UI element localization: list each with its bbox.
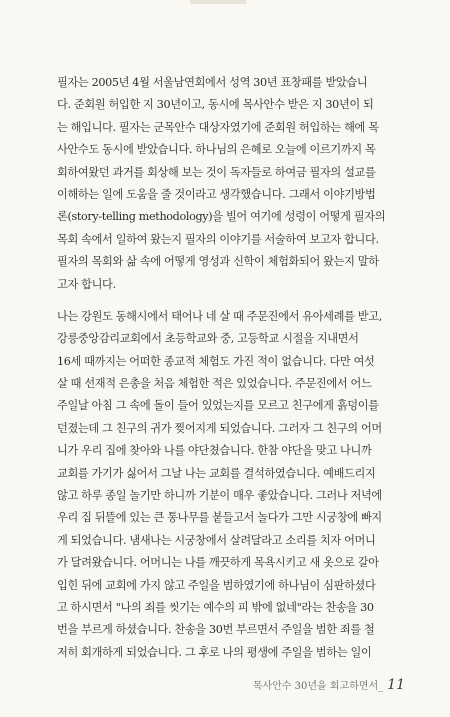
text-line: 목회 속에서 일하여 왔는지 필자의 이야기를 서술하여 보고자 합니다. bbox=[57, 232, 379, 246]
text-line: 다. 준회원 허입한 지 30년이고, 동시에 목사안수 받은 지 30년이 되 bbox=[57, 98, 374, 112]
text-line: 16세 때까지는 어떠한 종교적 체험도 가진 적이 없습니다. 다만 여섯 bbox=[57, 354, 375, 368]
text-line: 나는 강원도 동해시에서 태어나 네 살 때 주문진에서 유아세례를 받고, bbox=[57, 309, 382, 323]
text-line: 고자 합니다. bbox=[57, 277, 116, 291]
text-line: 입힌 뒤에 교회에 가지 않고 주일을 범하였기에 하나님이 심판하셨다 bbox=[57, 578, 376, 592]
text-line: 우리 집 뒤뜰에 있는 큰 통나무를 붙들고서 놀다가 그만 시궁창에 빠지 bbox=[57, 511, 382, 525]
text-line: 필자는 2005년 4월 서울남연회에서 성역 30년 표창패를 받았습니 bbox=[57, 76, 368, 89]
text-line: 저히 회개하게 되었습니다. 그 후로 나의 평생에 주일을 범하는 일이 bbox=[57, 645, 372, 659]
text-line: 게 되었습니다. 냄새나는 시궁창에서 살려달라고 소리를 치자 어머니 bbox=[57, 533, 376, 547]
text-line: 강릉중앙감리교회에서 초등학교와 중, 고등학교 시절을 지내면서 bbox=[57, 332, 359, 346]
text-line: 주일날 아침 그 속에 돌이 들어 있었는지를 모르고 친구에게 흙덩이를 bbox=[57, 399, 379, 413]
text-line: 이해하는 일에 도움을 줄 것이라고 생각했습니다. 그래서 이야기방법 bbox=[57, 187, 376, 201]
running-head: 목사안수 30년을 회고하면서_ bbox=[252, 681, 384, 692]
text-line: 회하여왔던 과거를 회상해 보는 것이 독자들로 하여금 필자의 설교를 bbox=[57, 165, 376, 179]
text-line: 니가 우리 집에 찾아와 나를 야단쳤습니다. 한참 야단을 맞고 나니까 bbox=[57, 444, 372, 458]
text-line: 가 달려왔습니다. 어머니는 나를 깨끗하게 목욕시키고 새 옷으로 갈아 bbox=[57, 556, 379, 570]
text-line: 론(story-telling methodology)을 빌어 여기에 성령이 어떻게 필자의 bbox=[57, 210, 386, 224]
text-line: 살 때 선재적 은총을 처음 체험한 적은 있었습니다. 주문진에서 어느 bbox=[57, 377, 372, 391]
text-line: 번을 부르게 하셨습니다. 찬송을 30번 부르면서 주일을 범한 죄를 철 bbox=[57, 623, 375, 637]
page-number: 11 bbox=[387, 677, 405, 693]
text-line: 던졌는데 그 친구의 귀가 찢어지게 되었습니다. 그러자 그 친구의 어머 bbox=[57, 421, 382, 435]
scan-artifact bbox=[190, 0, 246, 4]
text-line: 사안수도 동시에 받았습니다. 하나님의 은혜로 오늘에 이르기까지 목 bbox=[57, 143, 376, 157]
text-line: 는 해입니다. 필자는 군목안수 대상자였기에 준회원 허입하는 해에 목 bbox=[57, 120, 379, 134]
text-line: 않고 하루 종일 놀기만 하니까 기분이 매우 좋았습니다. 그러나 저녁에 bbox=[57, 489, 382, 503]
paragraph-1 bbox=[57, 72, 407, 296]
paragraph-gap bbox=[57, 296, 407, 306]
paragraph-2 bbox=[57, 306, 407, 664]
page-footer bbox=[253, 677, 405, 693]
text-line: 고 하시면서 "나의 죄를 씻기는 예수의 피 밖에 없네"라는 찬송을 30 bbox=[57, 600, 374, 614]
text-line: 교회를 가기가 싫어서 그날 나는 교회를 결석하였습니다. 예배드리지 bbox=[57, 466, 376, 480]
body-text bbox=[57, 72, 407, 664]
text-line: 필자의 목회와 삶 속에 어떻게 영성과 신학이 체험화되어 왔는지 말하 bbox=[57, 255, 379, 269]
